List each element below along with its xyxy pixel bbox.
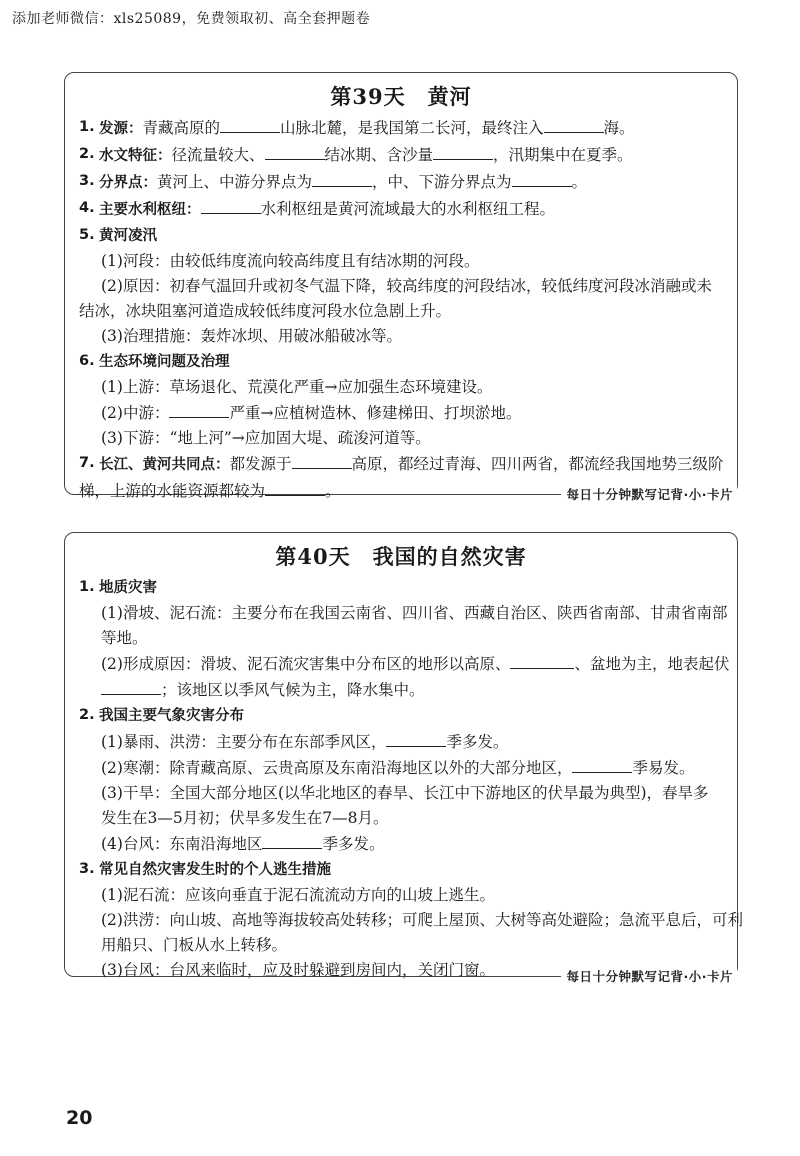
- title-day: 第39天: [330, 84, 406, 109]
- card-footer-label: 每日十分钟默写记背·小·卡片: [561, 967, 738, 985]
- list-item: 3. 分界点：黄河上、中游分界点为 ，中、下游分界点为 。: [79, 169, 723, 196]
- sub-item: (1)暴雨、洪涝：主要分布在东部季风区， 季多发。: [79, 729, 723, 755]
- sub-item: (2)形成原因：滑坡、泥石流灾害集中分布区的地形以高原、 、盆地为主，地表起伏: [79, 651, 723, 677]
- list-item: 6. 生态环境问题及治理: [79, 353, 230, 370]
- sub-item: (1)上游：草场退化、荒漠化严重→应加强生态环境建设。: [101, 378, 493, 396]
- fill-blank[interactable]: [265, 142, 325, 160]
- sub-item: (3)台风：台风来临时，应及时躲避到房间内，关闭门窗。: [101, 961, 495, 979]
- list-item: 1. 发源：青藏高原的 山脉北麓，是我国第二长河，最终注入 海。: [79, 115, 723, 142]
- sub-item: (2)原因：初春气温回升或初冬气温下降，较高纬度的河段结冰，较低纬度河段冰消融或未: [101, 277, 712, 295]
- fill-blank[interactable]: [386, 729, 446, 747]
- sub-item: (1)河段：由较低纬度流向较高纬度且有结冰期的河段。: [101, 252, 480, 270]
- fill-blank[interactable]: [312, 169, 372, 187]
- sub-item: (1)滑坡、泥石流：主要分布在我国云南省、四川省、西藏自治区、陕西省南部、甘肃省南部: [101, 604, 728, 622]
- fill-blank[interactable]: [101, 677, 161, 695]
- sub-item: (4)台风：东南沿海地区 季多发。: [79, 831, 723, 857]
- fill-blank[interactable]: [169, 400, 229, 418]
- fill-blank[interactable]: [433, 142, 493, 160]
- sub-item: (3)治理措施：轰炸冰坝、用破冰船破冰等。: [101, 327, 402, 345]
- sub-item-continuation: 用船只、门板从水上转移。: [101, 936, 288, 954]
- sub-item: (2)中游： 严重→应植树造林、修建梯田、打坝淤地。: [79, 400, 723, 426]
- card-day-39: [64, 72, 738, 502]
- fill-blank[interactable]: [265, 478, 325, 496]
- sub-item: (2)寒潮：除青藏高原、云贵高原及东南沿海地区以外的大部分地区， 季易发。: [79, 755, 723, 781]
- fill-blank[interactable]: [572, 755, 632, 773]
- list-item: 7. 长江、黄河共同点：都发源于 高原，都经过青海、四川两省，都流经我国地势三级阶: [79, 451, 723, 478]
- list-item-continuation: 梯，上游的水能资源都较为 。: [79, 478, 723, 504]
- list-item: 5. 黄河凌汛: [79, 227, 157, 244]
- sub-item-continuation: 结冰，冰块阻塞河道造成较低纬度河段水位急剧上升。: [79, 302, 452, 320]
- fill-blank[interactable]: [512, 169, 572, 187]
- sub-item-continuation: 等地。: [101, 629, 148, 647]
- card-title: [79, 81, 723, 111]
- fill-blank[interactable]: [510, 651, 574, 669]
- section-heading: 1. 地质灾害: [79, 579, 157, 596]
- fill-blank[interactable]: [262, 831, 322, 849]
- fill-blank[interactable]: [220, 115, 280, 133]
- title-topic: 黄河: [427, 84, 472, 109]
- section-heading: 2. 我国主要气象灾害分布: [79, 707, 244, 724]
- card-day-40: [64, 532, 743, 984]
- watermark-text: 添加老师微信：xls25089，免费领取初、高全套押题卷: [12, 11, 371, 27]
- fill-blank[interactable]: [292, 451, 352, 469]
- list-item: 2. 水文特征：径流量较大、 结冰期、含沙量 ，汛期集中在夏季。: [79, 142, 723, 169]
- sub-item-continuation: ；该地区以季风气候为主，降水集中。: [79, 677, 723, 703]
- sub-item: (1)泥石流：应该向垂直于泥石流流动方向的山坡上逃生。: [101, 886, 495, 904]
- page-number: 20: [66, 1107, 93, 1129]
- fill-blank[interactable]: [544, 115, 604, 133]
- sub-item: (2)洪涝：向山坡、高地等海拔较高处转移；可爬上屋顶、大树等高处避险；急流平息后，可利: [101, 911, 743, 929]
- fill-blank[interactable]: [201, 196, 261, 214]
- title-topic: 我国的自然灾害: [372, 544, 527, 569]
- card-footer-label: 每日十分钟默写记背·小·卡片: [561, 485, 738, 503]
- list-item: 4. 主要水利枢纽： 水利枢纽是黄河流域最大的水利枢纽工程。: [79, 196, 723, 223]
- sub-item: (3)下游：“地上河”→应加固大堤、疏浚河道等。: [101, 429, 431, 447]
- card-title: [79, 541, 723, 571]
- sub-item-continuation: 发生在3—5月初；伏旱多发生在7—8月。: [101, 809, 389, 827]
- sub-item: (3)干旱：全国大部分地区(以华北地区的春旱、长江中下游地区的伏旱最为典型)，春旱多: [101, 784, 709, 802]
- title-day: 第40天: [275, 544, 351, 569]
- section-heading: 3. 常见自然灾害发生时的个人逃生措施: [79, 861, 331, 878]
